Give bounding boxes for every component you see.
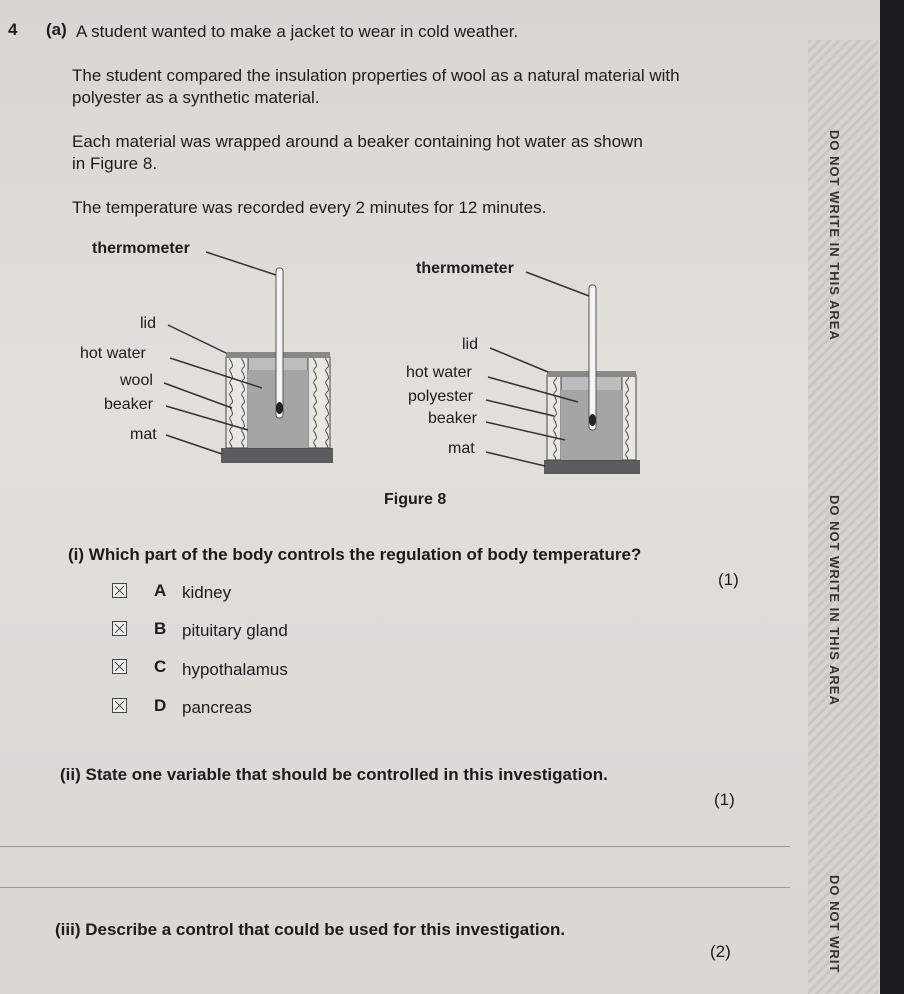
margin-warning-1: DO NOT WRITE IN THIS AREA xyxy=(827,130,842,341)
right-mat xyxy=(544,460,640,474)
right-polyester-left xyxy=(547,375,561,460)
right-thermometer-bulb xyxy=(589,414,596,426)
answer-line-2[interactable] xyxy=(0,887,790,888)
option-b-checkbox[interactable] xyxy=(112,621,127,636)
option-c-checkbox[interactable] xyxy=(112,659,127,674)
right-label-beaker: beaker xyxy=(428,410,477,427)
left-mat xyxy=(221,448,333,463)
left-label-wool: wool xyxy=(120,372,153,389)
left-wool-left xyxy=(226,357,248,448)
intro-line-4: Each material was wrapped around a beaker containing hot water as shown xyxy=(72,132,643,151)
right-label-polyester: polyester xyxy=(408,388,473,405)
right-label-lid: lid xyxy=(462,336,479,353)
option-d-checkbox[interactable] xyxy=(112,698,127,713)
intro-line-1: A student wanted to make a jacket to wear in cold weather. xyxy=(76,22,519,41)
part-i-marks: (1) xyxy=(718,570,739,589)
option-c-text: hypothalamus xyxy=(182,660,288,679)
question-part: (a) xyxy=(46,20,67,39)
left-wool-right xyxy=(308,357,330,448)
option-a-checkbox[interactable] xyxy=(112,583,127,598)
right-apparatus xyxy=(486,272,640,474)
right-label-hot-water: hot water xyxy=(406,364,472,381)
part-iii-marks: (2) xyxy=(710,942,731,961)
figure-caption: Figure 8 xyxy=(384,491,447,508)
intro-line-2: The student compared the insulation properties of wool as a natural material with xyxy=(72,66,680,85)
left-label-mat: mat xyxy=(130,426,157,443)
part-i-prompt: (i) Which part of the body controls the regulation of body temperature? xyxy=(68,545,642,564)
left-label-beaker: beaker xyxy=(104,396,153,413)
right-polyester-right xyxy=(622,375,636,460)
option-a-text: kidney xyxy=(182,583,232,602)
option-d-letter: D xyxy=(154,696,167,715)
intro-line-5: in Figure 8. xyxy=(72,154,158,173)
left-label-thermometer: thermometer xyxy=(92,240,190,257)
right-thermometer xyxy=(589,285,596,430)
option-a-letter: A xyxy=(154,581,167,600)
left-label-lid: lid xyxy=(140,315,157,332)
part-ii-prompt: (ii) State one variable that should be controlled in this investigation. xyxy=(60,765,608,784)
option-b-letter: B xyxy=(154,619,167,638)
question-number: 4 xyxy=(8,20,18,39)
left-label-hot-water: hot water xyxy=(80,345,146,362)
left-thermometer xyxy=(276,268,283,418)
answer-line-1[interactable] xyxy=(0,846,790,847)
margin-strip xyxy=(808,40,878,994)
intro-line-6: The temperature was recorded every 2 minutes for 12 minutes. xyxy=(72,198,547,217)
intro-line-3: polyester as a synthetic material. xyxy=(72,88,320,107)
left-thermometer-bulb xyxy=(276,402,283,414)
margin-warning-3: DO NOT WRIT xyxy=(827,875,842,974)
part-ii-marks: (1) xyxy=(714,790,735,809)
part-iii-prompt: (iii) Describe a control that could be used for this investigation. xyxy=(55,920,566,939)
left-apparatus xyxy=(164,252,333,463)
right-label-mat: mat xyxy=(448,440,475,457)
option-c-letter: C xyxy=(154,657,167,676)
option-b-text: pituitary gland xyxy=(182,621,288,640)
margin-warning-2: DO NOT WRITE IN THIS AREA xyxy=(827,495,842,706)
right-label-thermometer: thermometer xyxy=(416,260,514,277)
option-d-text: pancreas xyxy=(182,698,252,717)
